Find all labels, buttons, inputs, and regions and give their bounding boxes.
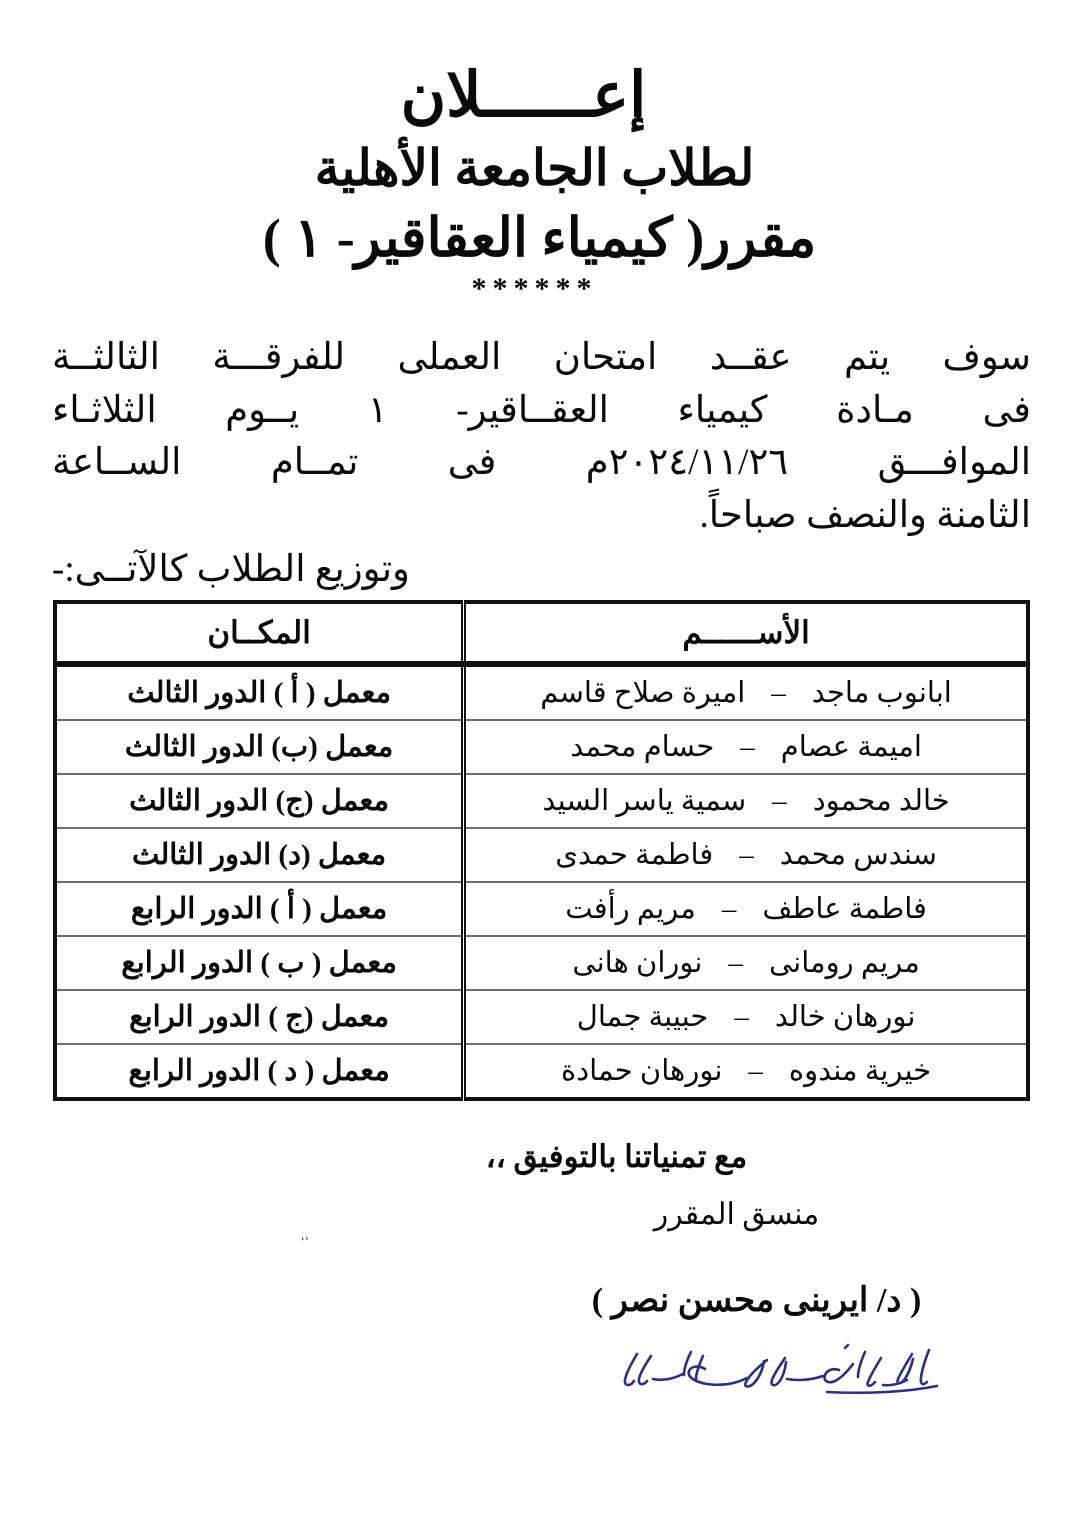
student-name-first: مريم رومانى xyxy=(768,947,920,980)
cell-student-names xyxy=(464,720,1028,774)
student-name-pair xyxy=(572,945,919,980)
table-row xyxy=(55,936,1028,990)
student-name-first: فاطمة عاطف xyxy=(762,893,927,926)
good-wishes-text: مع تمنياتنا بالتوفيق ،، xyxy=(485,1139,748,1175)
table-row xyxy=(55,882,1028,936)
distribution-intro-text: وتوزيع الطلاب كالآتــى:- xyxy=(52,548,410,590)
table-row xyxy=(55,990,1028,1044)
subtitle-audience: لطلاب الجامعة الأهلية xyxy=(314,140,755,197)
announcement-heading xyxy=(0,0,1083,306)
student-name-pair xyxy=(565,891,927,926)
cell-lab-location: معمل (ب) الدور الثالث xyxy=(55,720,464,774)
table-head xyxy=(55,602,1028,664)
body-line-3: الموافـــق ٢٠٢٤/١١/٢٦م فى تمــام الســاعة xyxy=(52,442,1031,484)
student-name-second: اميرة صلاح قاسم xyxy=(540,677,746,710)
stray-ink-mark: ،، xyxy=(298,1227,310,1244)
student-name-second: سمية ياسر السيد xyxy=(542,785,747,818)
name-separator-dash: – xyxy=(771,677,786,710)
student-name-second: نورهان حمادة xyxy=(561,1055,723,1088)
cell-student-names xyxy=(464,936,1028,990)
cell-lab-location: معمل ( د ) الدور الرابع xyxy=(55,1044,464,1099)
cell-student-names xyxy=(464,1044,1028,1099)
handwritten-signature xyxy=(60,1334,1023,1409)
cell-lab-location: معمل (ج ) الدور الرابع xyxy=(55,990,464,1044)
body-line-1: سوف يتم عقــد امتحان العملى للفرقـــة الثالثــة xyxy=(52,337,1031,379)
table-row xyxy=(55,720,1028,774)
cell-student-names xyxy=(464,774,1028,828)
cell-student-names xyxy=(464,990,1028,1044)
student-name-first: ابانوب ماجد xyxy=(811,677,952,710)
table-row xyxy=(55,774,1028,828)
column-header-name: الأســــــم xyxy=(464,602,1028,664)
student-name-pair xyxy=(577,999,916,1034)
student-name-first: خالد محمود xyxy=(812,785,950,818)
student-name-pair xyxy=(561,1053,931,1088)
student-name-first: خيرية مندوه xyxy=(788,1055,932,1088)
table-row xyxy=(55,828,1028,882)
student-name-second: فاطمة حمدى xyxy=(555,839,714,872)
body-line-2: فى مـادة كيمياء العقــاقير- ١ يــوم الثلاثـاء xyxy=(52,389,1031,431)
table-header-row xyxy=(55,602,1028,664)
coordinator-role-label: منسق المقرر xyxy=(653,1198,820,1232)
name-separator-dash: – xyxy=(739,839,754,872)
student-name-pair xyxy=(542,783,949,818)
distribution-table-wrapper xyxy=(53,600,1030,1101)
cell-lab-location: معمل ( أ ) الدور الرابع xyxy=(55,882,464,936)
signature-ink-icon xyxy=(607,1334,947,1404)
document-footer xyxy=(0,1139,1083,1409)
cell-lab-location: معمل (د) الدور الثالث xyxy=(55,828,464,882)
student-name-first: اميمة عصام xyxy=(780,731,922,764)
student-name-second: حسام محمد xyxy=(570,731,715,764)
student-name-second: مريم رأفت xyxy=(565,893,696,926)
announcement-body xyxy=(52,332,1031,542)
table-row xyxy=(55,1044,1028,1099)
table-body xyxy=(55,664,1028,1099)
student-name-second: حبيبة جمال xyxy=(576,1001,709,1034)
page-title: إعــــــلان xyxy=(400,62,647,130)
cell-student-names xyxy=(464,664,1028,720)
student-name-pair xyxy=(570,729,922,764)
cell-lab-location: معمل (ج) الدور الثالث xyxy=(55,774,464,828)
name-separator-dash: – xyxy=(721,893,737,926)
student-name-first: نورهان خالد xyxy=(774,1001,916,1034)
cell-lab-location: معمل ( أ ) الدور الثالث xyxy=(127,677,391,710)
coordinator-name: ( د/ ايرينى محسن نصر ) xyxy=(591,1282,922,1320)
table-row xyxy=(55,664,1028,720)
column-header-place: المكــان xyxy=(55,602,464,664)
student-name-pair xyxy=(555,837,937,872)
student-name-second: نوران هانى xyxy=(572,947,703,980)
body-line-4: الثامنة والنصف صباحاً. xyxy=(699,494,1031,536)
name-separator-dash: – xyxy=(740,731,755,764)
name-separator-dash: – xyxy=(734,1001,749,1034)
name-separator-dash: – xyxy=(748,1055,763,1088)
distribution-intro xyxy=(52,545,1031,595)
distribution-table xyxy=(53,600,1030,1101)
cell-lab-location: معمل ( ب ) الدور الرابع xyxy=(55,936,464,990)
cell-student-names xyxy=(464,828,1028,882)
name-separator-dash: – xyxy=(772,785,787,818)
cell-student-names xyxy=(464,882,1028,936)
student-name-pair xyxy=(540,675,952,710)
subtitle-course: مقرر( كيمياء العقاقير- ١ ) xyxy=(262,207,817,268)
name-separator-dash: – xyxy=(728,947,743,980)
student-name-first: سندس محمد xyxy=(779,839,937,872)
asterisk-divider: ****** xyxy=(471,272,598,306)
